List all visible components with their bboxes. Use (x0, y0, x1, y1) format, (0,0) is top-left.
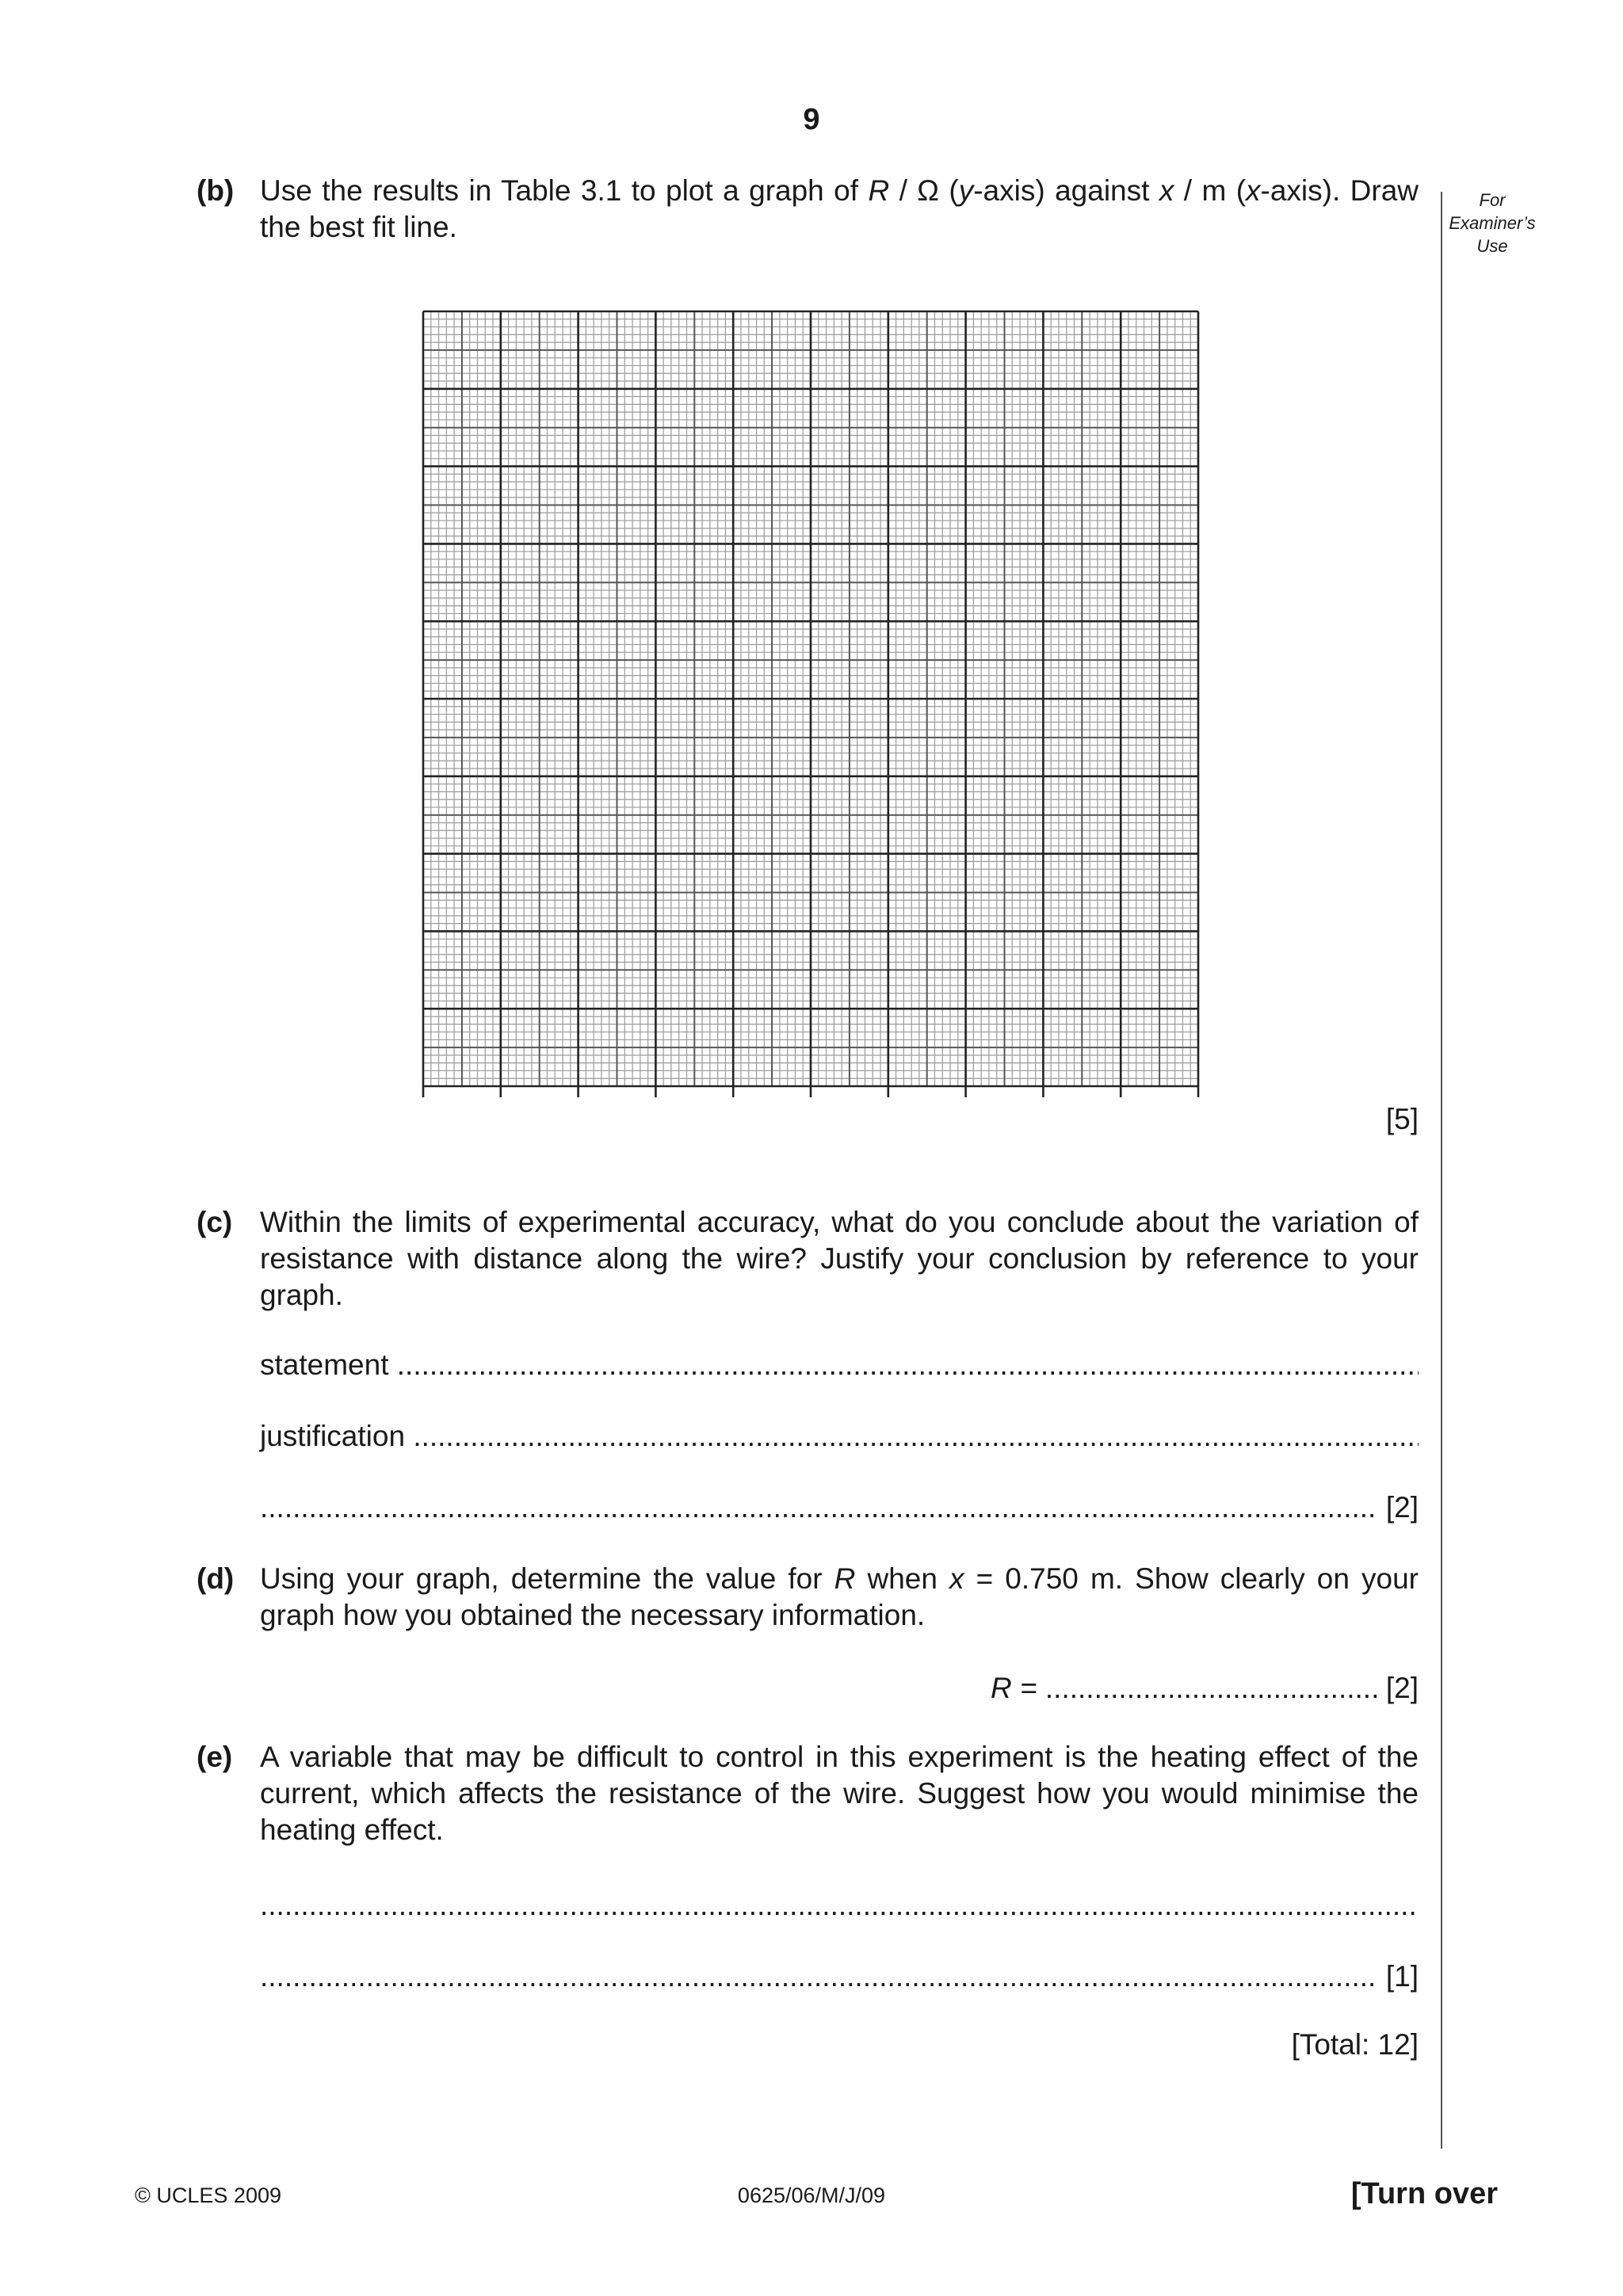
var-x-axis: x (1246, 174, 1261, 207)
part-e-marks: [1] (1385, 1960, 1419, 1993)
statement-answer-line[interactable] (260, 1347, 1419, 1383)
part-c-question: Within the limits of experimental accuracy, what do you conclude about the variation of resistance with distance along the wire? Justify your conclusion by reference to your graph. (260, 1206, 1419, 1311)
grid-axis-ticks (423, 1086, 1198, 1097)
justification-answer-line[interactable] (260, 1418, 1419, 1455)
R-answer-line[interactable] (991, 1670, 1419, 1707)
examiner-margin-rule (1441, 192, 1442, 2149)
var-y: y (958, 174, 974, 207)
part-e-question: A variable that may be difficult to control in this experiment is the heating effect of the current, which affects the resistance of the wire. Suggest how you would minimise the heating effect. (260, 1741, 1419, 1846)
part-b-text-2: -axis) against (973, 174, 1159, 207)
var-x-d: x (949, 1562, 964, 1595)
part-d-text-1: Using your graph, determine the value for (260, 1562, 834, 1595)
statement-label: statement (260, 1348, 389, 1381)
unit-m: / m ( (1174, 174, 1247, 207)
part-d-marks: [2] (1385, 1672, 1419, 1704)
part-d-question (260, 1561, 1419, 1634)
part-c-label: (c) (197, 1206, 233, 1238)
footer-turn-over: [Turn over (1350, 2177, 1498, 2210)
total-marks: [Total: 12] (1291, 2028, 1419, 2061)
page-number: 9 (803, 103, 820, 136)
examiner-line-1: For (1479, 190, 1506, 210)
part-b-text-1: Use the results in Table 3.1 to plot a graph of (260, 174, 869, 207)
graph-paper[interactable] (418, 305, 1203, 1101)
part-e-answer-line-1[interactable] (260, 1887, 1419, 1924)
var-x: x (1159, 174, 1174, 207)
part-b-marks: [5] (1385, 1103, 1419, 1135)
part-e-answer-line-2[interactable] (260, 1958, 1419, 1995)
examiner-use-label (1433, 189, 1552, 257)
examiner-line-3: Use (1476, 236, 1508, 256)
unit-ohm: / Ω ( (889, 174, 959, 207)
part-b-question (260, 173, 1419, 246)
justification-answer-line-2[interactable] (260, 1489, 1419, 1526)
footer-code: 0625/06/M/J/09 (737, 2183, 886, 2207)
var-R: R (868, 174, 890, 207)
part-e-label: (e) (197, 1741, 233, 1773)
justification-label: justification (260, 1420, 406, 1452)
R-answer-label: R = (991, 1672, 1037, 1704)
footer-copyright: © UCLES 2009 (135, 2183, 281, 2207)
part-d-text-2: when (855, 1562, 950, 1595)
part-b-label: (b) (197, 174, 235, 207)
part-c-marks: [2] (1385, 1491, 1419, 1524)
part-d-label: (d) (197, 1562, 235, 1595)
examiner-line-2: Examiner’s (1449, 213, 1536, 233)
part-b-text-3: -axis). Draw the best fit line. (260, 174, 1419, 243)
var-R-d: R (834, 1562, 856, 1595)
part-d-text-3: = 0.750 m. Show clearly on your graph how you obtained the necessary information. (260, 1562, 1419, 1631)
